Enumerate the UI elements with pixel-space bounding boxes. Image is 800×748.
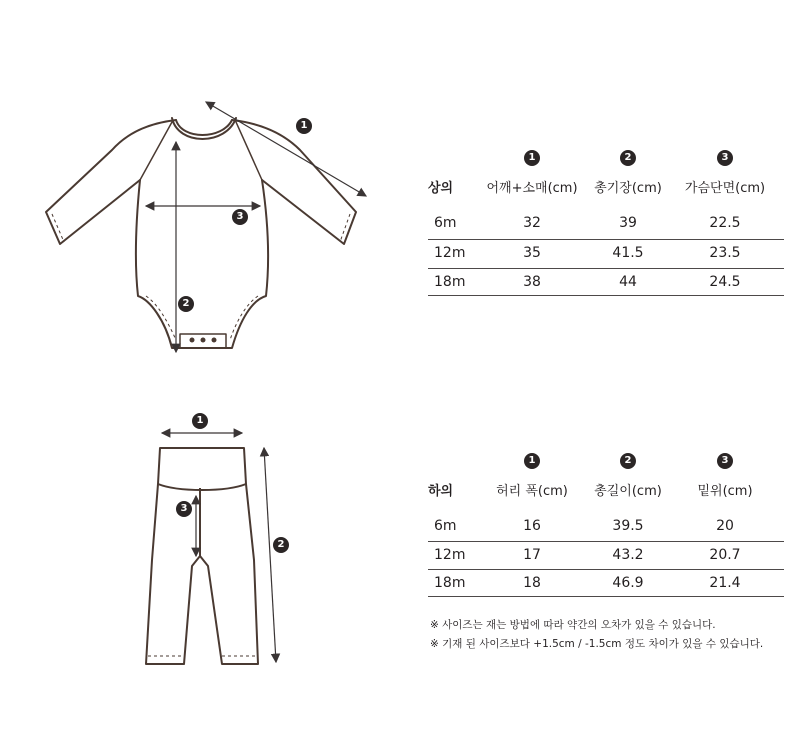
column-2-badge: 2 <box>620 453 636 469</box>
value-cell: 16 <box>523 518 541 534</box>
value-cell: 20 <box>716 518 734 534</box>
value-cell: 18 <box>523 575 541 591</box>
bottom-category-label: 하의 <box>428 484 454 499</box>
table-row <box>428 239 784 266</box>
value-cell: 39 <box>619 215 637 231</box>
note-line: ※ 기재 된 사이즈보다 +1.5cm / -1.5cm 정도 차이가 있을 수 있습니다. <box>430 638 764 650</box>
top-category-label: 상의 <box>428 181 454 196</box>
value-cell: 44 <box>619 274 637 290</box>
value-cell: 23.5 <box>709 245 741 261</box>
note-line: ※ 사이즈는 재는 방법에 따라 약간의 오차가 있을 수 있습니다. <box>430 619 716 631</box>
value-cell: 46.9 <box>612 575 644 591</box>
top-table-badges <box>428 150 784 170</box>
size-cell: 6m <box>434 518 457 534</box>
bodysuit-marker-3: 3 <box>232 209 248 225</box>
column-3-badge: 3 <box>717 453 733 469</box>
column-2-badge: 2 <box>620 150 636 166</box>
size-cell: 6m <box>434 215 457 231</box>
table-row <box>428 268 784 295</box>
table-row <box>428 513 784 539</box>
value-cell: 17 <box>523 547 541 563</box>
size-cell: 12m <box>434 547 466 563</box>
pants-marker-2: 2 <box>273 537 289 553</box>
bottom-col-header-3: 밑위(cm) <box>697 484 753 499</box>
bodysuit-marker-1: 1 <box>296 118 312 134</box>
bottom-col-header-1: 허리 폭(cm) <box>496 484 568 499</box>
value-cell: 20.7 <box>709 547 741 563</box>
size-cell: 18m <box>434 274 466 290</box>
column-1-badge: 1 <box>524 150 540 166</box>
size-notes <box>430 616 763 654</box>
table-bottom-rule <box>428 596 784 597</box>
top-col-header-3: 가슴단면(cm) <box>684 181 766 196</box>
bodysuit-marker-2: 2 <box>178 296 194 312</box>
table-row <box>428 569 784 596</box>
top-col-header-1: 어깨+소매(cm) <box>486 181 578 196</box>
size-cell: 12m <box>434 245 466 261</box>
column-3-badge: 3 <box>717 150 733 166</box>
table-row <box>428 210 784 236</box>
pants-marker-3: 3 <box>176 501 192 517</box>
value-cell: 32 <box>523 215 541 231</box>
pants-marker-1: 1 <box>192 413 208 429</box>
value-cell: 43.2 <box>612 547 644 563</box>
bottom-table-badges <box>428 453 784 473</box>
bodysuit-diagram <box>40 90 380 370</box>
table-bottom-rule <box>428 295 784 296</box>
column-1-badge: 1 <box>524 453 540 469</box>
value-cell: 41.5 <box>612 245 644 261</box>
bottom-col-header-2: 총길이(cm) <box>594 484 662 499</box>
value-cell: 38 <box>523 274 541 290</box>
value-cell: 22.5 <box>709 215 741 231</box>
value-cell: 24.5 <box>709 274 741 290</box>
table-row <box>428 541 784 568</box>
size-cell: 18m <box>434 575 466 591</box>
value-cell: 39.5 <box>612 518 644 534</box>
value-cell: 35 <box>523 245 541 261</box>
top-col-header-2: 총기장(cm) <box>594 181 662 196</box>
value-cell: 21.4 <box>709 575 741 591</box>
